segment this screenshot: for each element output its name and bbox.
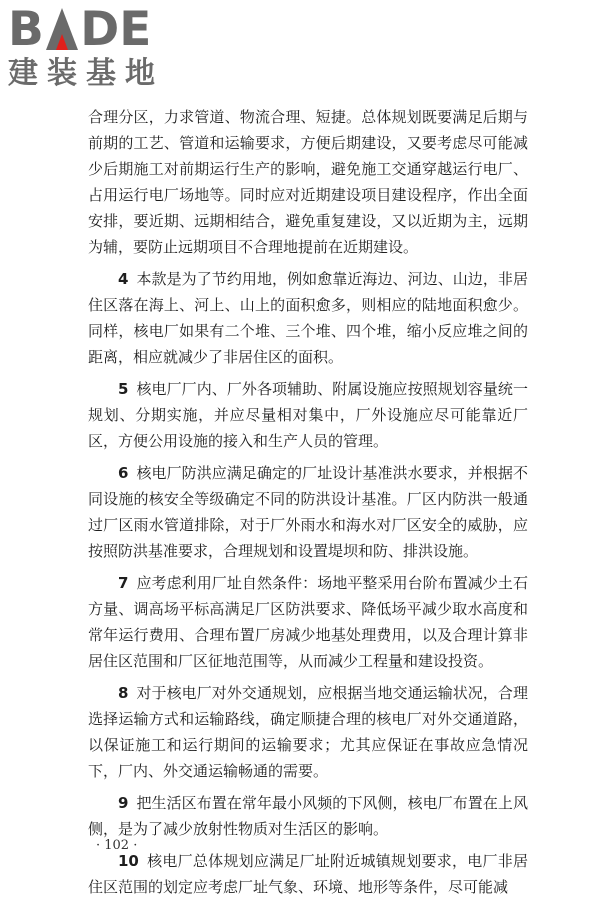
logo-letters-de: DE (80, 2, 152, 57)
logo-letter-a (44, 4, 80, 56)
item-number: 9 (118, 794, 129, 812)
paragraph-item-4 (88, 266, 528, 370)
logo-a-mark-icon (44, 8, 80, 50)
item-number: 5 (118, 380, 129, 398)
paragraph-text: 把生活区布置在常年最小风频的下风侧，核电厂布置在上风侧，是为了减少放射性物质对生活区的影响。 (88, 794, 528, 838)
item-number: 6 (118, 464, 129, 482)
paragraph-text: 应考虑利用厂址自然条件：场地平整采用台阶布置减少土石方量、调高场平标高满足厂区防洪要求、降低场平减少取水高度和常年运行费用、合理布置厂房减少地基处理费用，以及合理计算非居住区范围和厂区征地范围等，从而减少工程量和建设投资。 (88, 574, 528, 670)
logo-subtitle: 建装基地 (8, 56, 164, 91)
paragraph-text: 对于核电厂对外交通规划，应根据当地交通运输状况，合理选择运输方式和运输路线，确定顺捷合理的核电厂对外交通道路，以保证施工和运行期间的运输要求；尤其应保证在事故应急情况下，厂内、外交通运输畅通的需要。 (88, 684, 528, 780)
item-number: 8 (118, 684, 129, 702)
item-number: 10 (118, 852, 139, 870)
paragraph-item-9 (88, 790, 528, 842)
document-body (88, 104, 528, 906)
paragraph-item-6 (88, 460, 528, 564)
paragraph-text: 合理分区，力求管道、物流合理、短捷。总体规划既要满足后期与前期的工艺、管道和运输要求，方便后期建设，又要考虑尽可能减少后期施工对前期运行生产的影响，避免施工交通穿越运行电厂、占用运行电厂场地等。同时应对近期建设项目建设程序，作出全面安排，要近期、远期相结合，避免重复建设，又以近期为主，远期为辅，要防止远期项目不合理地提前在近期建设。 (88, 108, 528, 256)
bade-logo (8, 4, 188, 96)
logo-wordmark (8, 4, 188, 56)
item-number: 7 (118, 574, 129, 592)
paragraph-text: 本款是为了节约用地，例如愈靠近海边、河边、山边，非居住区落在海上、河上、山上的面积愈多，则相应的陆地面积愈少。同样，核电厂如果有二个堆、三个堆、四个堆，缩小反应堆之间的距离，相应就减少了非居住区的面积。 (88, 270, 528, 366)
paragraph-continuation (88, 104, 528, 260)
page-number: · 102 · (96, 838, 138, 853)
paragraph-item-8 (88, 680, 528, 784)
paragraph-item-10 (88, 848, 528, 900)
paragraph-text: 核电厂总体规划应满足厂址附近城镇规划要求，电厂非居住区范围的划定应考虑厂址气象、环境、地形等条件，尽可能减 (88, 852, 528, 896)
item-number: 4 (118, 270, 129, 288)
paragraph-text: 核电厂防洪应满足确定的厂址设计基准洪水要求，并根据不同设施的核安全等级确定不同的防洪设计基准。厂区内防洪一般通过厂区雨水管道排除，对于厂外雨水和海水对厂区安全的威胁，应按照防洪基准要求，合理规划和设置堤坝和防、排洪设施。 (88, 464, 528, 560)
paragraph-item-5 (88, 376, 528, 454)
logo-letter-b: B (8, 2, 44, 57)
paragraph-item-7 (88, 570, 528, 674)
paragraph-text: 核电厂厂内、厂外各项辅助、附属设施应按照规划容量统一规划、分期实施，并应尽量相对集中，厂外设施应尽可能靠近厂区，方便公用设施的接入和生产人员的管理。 (88, 380, 528, 450)
